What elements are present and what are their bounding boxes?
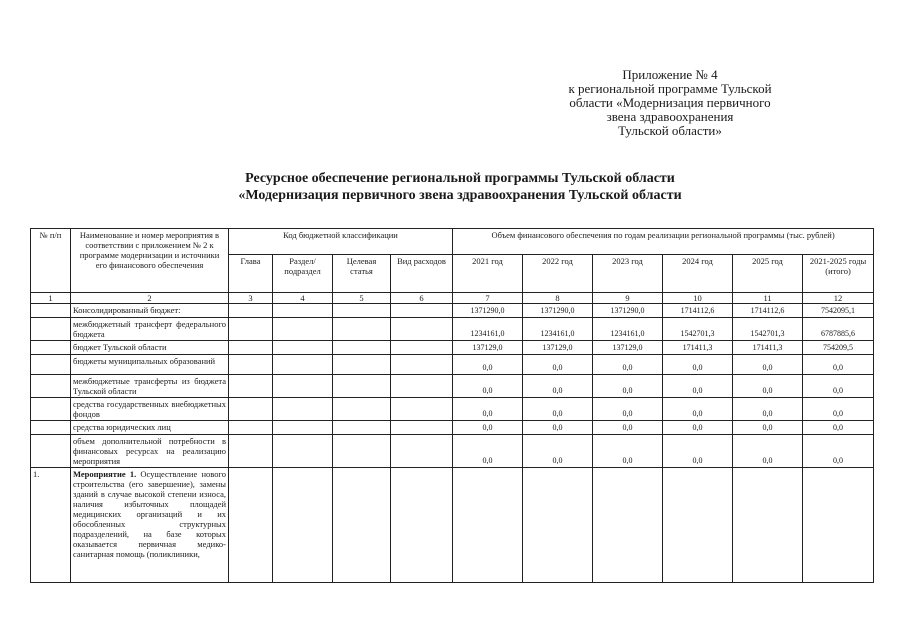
- value-cell: 0,0: [733, 355, 803, 375]
- row-label: средства юридических лиц: [71, 421, 229, 435]
- appendix-line: звена здравоохранения: [606, 109, 734, 124]
- value-cell: 0,0: [593, 421, 663, 435]
- empty-cell: [273, 468, 333, 583]
- row-num-cell: [31, 398, 71, 421]
- kbk-cell: [273, 355, 333, 375]
- value-cell: 0,0: [663, 421, 733, 435]
- value-cell: 0,0: [803, 375, 874, 398]
- header-name: Наименование и номер мероприятия в соответствии с приложением № 2 к программе модернизации и источники его финансового обеспечения: [71, 229, 229, 293]
- empty-cell: [453, 468, 523, 583]
- row-num-cell: [31, 375, 71, 398]
- kbk-cell: [333, 435, 391, 468]
- kbk-cell: [391, 375, 453, 398]
- kbk-cell: [333, 304, 391, 318]
- empty-cell: [803, 468, 874, 583]
- value-cell: 0,0: [523, 355, 593, 375]
- value-cell: 754209,5: [803, 341, 874, 355]
- value-cell: 1371290,0: [593, 304, 663, 318]
- index-cell: 9: [593, 293, 663, 304]
- table-row: [31, 398, 874, 421]
- table-row: [31, 304, 874, 318]
- measure-title: Мероприятие 1.: [73, 469, 137, 479]
- value-cell: 0,0: [663, 355, 733, 375]
- value-cell: 1714112,6: [663, 304, 733, 318]
- value-cell: 0,0: [733, 375, 803, 398]
- empty-cell: [593, 468, 663, 583]
- value-cell: 0,0: [803, 421, 874, 435]
- index-cell: 8: [523, 293, 593, 304]
- header-year: 2023 год: [593, 255, 663, 293]
- value-cell: 137129,0: [593, 341, 663, 355]
- index-cell: 12: [803, 293, 874, 304]
- kbk-cell: [229, 341, 273, 355]
- appendix-line: к региональной программе Тульской: [568, 81, 772, 96]
- header-vid: Вид расходов: [391, 255, 453, 293]
- index-cell: 2: [71, 293, 229, 304]
- kbk-cell: [273, 304, 333, 318]
- kbk-cell: [229, 355, 273, 375]
- table-row: [31, 435, 874, 468]
- value-cell: 0,0: [523, 435, 593, 468]
- value-cell: 0,0: [663, 435, 733, 468]
- measure-text: Осуществление нового строительства (его завершение), замены зданий в случае высокой степени износа, наличия избыточных площадей медицинских организаций и их обособленных структурных подразделений, на базе которых оказывается первичная медико-санитарная помощь (поликлиники,: [73, 469, 226, 559]
- kbk-cell: [391, 341, 453, 355]
- header-year-total: 2021-2025 годы (итого): [803, 255, 874, 293]
- value-cell: 137129,0: [523, 341, 593, 355]
- kbk-cell: [273, 435, 333, 468]
- kbk-cell: [333, 375, 391, 398]
- kbk-cell: [273, 375, 333, 398]
- kbk-cell: [273, 421, 333, 435]
- title-line-1: Ресурсное обеспечение региональной программы Тульской области: [245, 171, 675, 186]
- row-num-cell: [31, 355, 71, 375]
- kbk-cell: [391, 318, 453, 341]
- value-cell: 0,0: [453, 421, 523, 435]
- kbk-cell: [229, 375, 273, 398]
- index-cell: 4: [273, 293, 333, 304]
- empty-cell: [391, 468, 453, 583]
- index-cell: 1: [31, 293, 71, 304]
- header-glava: Глава: [229, 255, 273, 293]
- row-label: бюджет Тульской области: [71, 341, 229, 355]
- header-volume: Объем финансового обеспечения по годам реализации региональной программы (тыс. рублей): [453, 229, 874, 255]
- value-cell: 0,0: [663, 375, 733, 398]
- value-cell: 1542701,3: [663, 318, 733, 341]
- appendix-block: [520, 68, 820, 138]
- row-label: объем дополнительной потребности в финансовых ресурсах на реализацию мероприятия: [71, 435, 229, 468]
- header-year: 2021 год: [453, 255, 523, 293]
- kbk-cell: [273, 341, 333, 355]
- kbk-cell: [229, 435, 273, 468]
- value-cell: 0,0: [593, 435, 663, 468]
- kbk-cell: [229, 304, 273, 318]
- kbk-cell: [333, 421, 391, 435]
- header-year: 2025 год: [733, 255, 803, 293]
- table-row: [31, 375, 874, 398]
- index-cell: 3: [229, 293, 273, 304]
- appendix-line: Приложение № 4: [622, 67, 718, 82]
- kbk-cell: [333, 318, 391, 341]
- value-cell: 0,0: [803, 398, 874, 421]
- table-row: [31, 341, 874, 355]
- value-cell: 0,0: [733, 398, 803, 421]
- table-row: [31, 421, 874, 435]
- row-label: средства государственных внебюджетных фондов: [71, 398, 229, 421]
- value-cell: 1714112,6: [733, 304, 803, 318]
- value-cell: 7542095,1: [803, 304, 874, 318]
- row-label: межбюджетный трансферт федерального бюджета: [71, 318, 229, 341]
- title-line-2: «Модернизация первичного звена здравоохранения Тульской области: [238, 188, 682, 203]
- kbk-cell: [273, 318, 333, 341]
- row-num-cell: [31, 435, 71, 468]
- value-cell: 0,0: [523, 375, 593, 398]
- value-cell: 0,0: [733, 435, 803, 468]
- value-cell: 0,0: [663, 398, 733, 421]
- row-num-cell: [31, 341, 71, 355]
- empty-cell: [733, 468, 803, 583]
- kbk-cell: [391, 435, 453, 468]
- table-row: [31, 355, 874, 375]
- empty-cell: [229, 468, 273, 583]
- index-cell: 11: [733, 293, 803, 304]
- row-label: межбюджетные трансферты из бюджета Тульской области: [71, 375, 229, 398]
- appendix-line: Тульской области»: [618, 123, 722, 138]
- resource-table: [30, 228, 874, 583]
- kbk-cell: [391, 421, 453, 435]
- kbk-cell: [333, 341, 391, 355]
- kbk-cell: [229, 398, 273, 421]
- header-year: 2022 год: [523, 255, 593, 293]
- row-num-cell: [31, 318, 71, 341]
- value-cell: 0,0: [453, 398, 523, 421]
- row-num-cell: [31, 304, 71, 318]
- document-title: [150, 170, 770, 204]
- kbk-cell: [229, 421, 273, 435]
- kbk-cell: [333, 398, 391, 421]
- value-cell: 1234161,0: [523, 318, 593, 341]
- value-cell: 0,0: [593, 355, 663, 375]
- empty-cell: [333, 468, 391, 583]
- appendix-line: области «Модернизация первичного: [569, 95, 771, 110]
- value-cell: 1542701,3: [733, 318, 803, 341]
- empty-cell: [523, 468, 593, 583]
- header-num: № п/п: [31, 229, 71, 293]
- value-cell: 0,0: [453, 375, 523, 398]
- row-label: бюджеты муниципальных образований: [71, 355, 229, 375]
- kbk-cell: [391, 304, 453, 318]
- value-cell: 0,0: [523, 398, 593, 421]
- header-razdel: Раздел/ подраздел: [273, 255, 333, 293]
- empty-cell: [663, 468, 733, 583]
- table-row-measure: [31, 468, 874, 583]
- table-row: [31, 318, 874, 341]
- kbk-cell: [333, 355, 391, 375]
- measure-num: 1.: [31, 468, 71, 583]
- value-cell: 0,0: [803, 355, 874, 375]
- value-cell: 0,0: [453, 355, 523, 375]
- value-cell: 0,0: [523, 421, 593, 435]
- table-body: [31, 304, 874, 468]
- value-cell: 171411,3: [663, 341, 733, 355]
- value-cell: 171411,3: [733, 341, 803, 355]
- header-kbk: Код бюджетной классификации: [229, 229, 453, 255]
- value-cell: 1371290,0: [523, 304, 593, 318]
- kbk-cell: [273, 398, 333, 421]
- index-cell: 7: [453, 293, 523, 304]
- kbk-cell: [391, 355, 453, 375]
- value-cell: 0,0: [593, 375, 663, 398]
- row-label: Консолидированный бюджет:: [71, 304, 229, 318]
- index-cell: 5: [333, 293, 391, 304]
- index-row: [31, 293, 874, 304]
- value-cell: 0,0: [593, 398, 663, 421]
- row-num-cell: [31, 421, 71, 435]
- header-year: 2024 год: [663, 255, 733, 293]
- measure-description: [71, 468, 229, 583]
- index-cell: 6: [391, 293, 453, 304]
- value-cell: 0,0: [453, 435, 523, 468]
- value-cell: 0,0: [733, 421, 803, 435]
- value-cell: 137129,0: [453, 341, 523, 355]
- header-celevaya: Целевая статья: [333, 255, 391, 293]
- value-cell: 1371290,0: [453, 304, 523, 318]
- kbk-cell: [391, 398, 453, 421]
- value-cell: 0,0: [803, 435, 874, 468]
- value-cell: 6787885,6: [803, 318, 874, 341]
- value-cell: 1234161,0: [453, 318, 523, 341]
- index-cell: 10: [663, 293, 733, 304]
- kbk-cell: [229, 318, 273, 341]
- value-cell: 1234161,0: [593, 318, 663, 341]
